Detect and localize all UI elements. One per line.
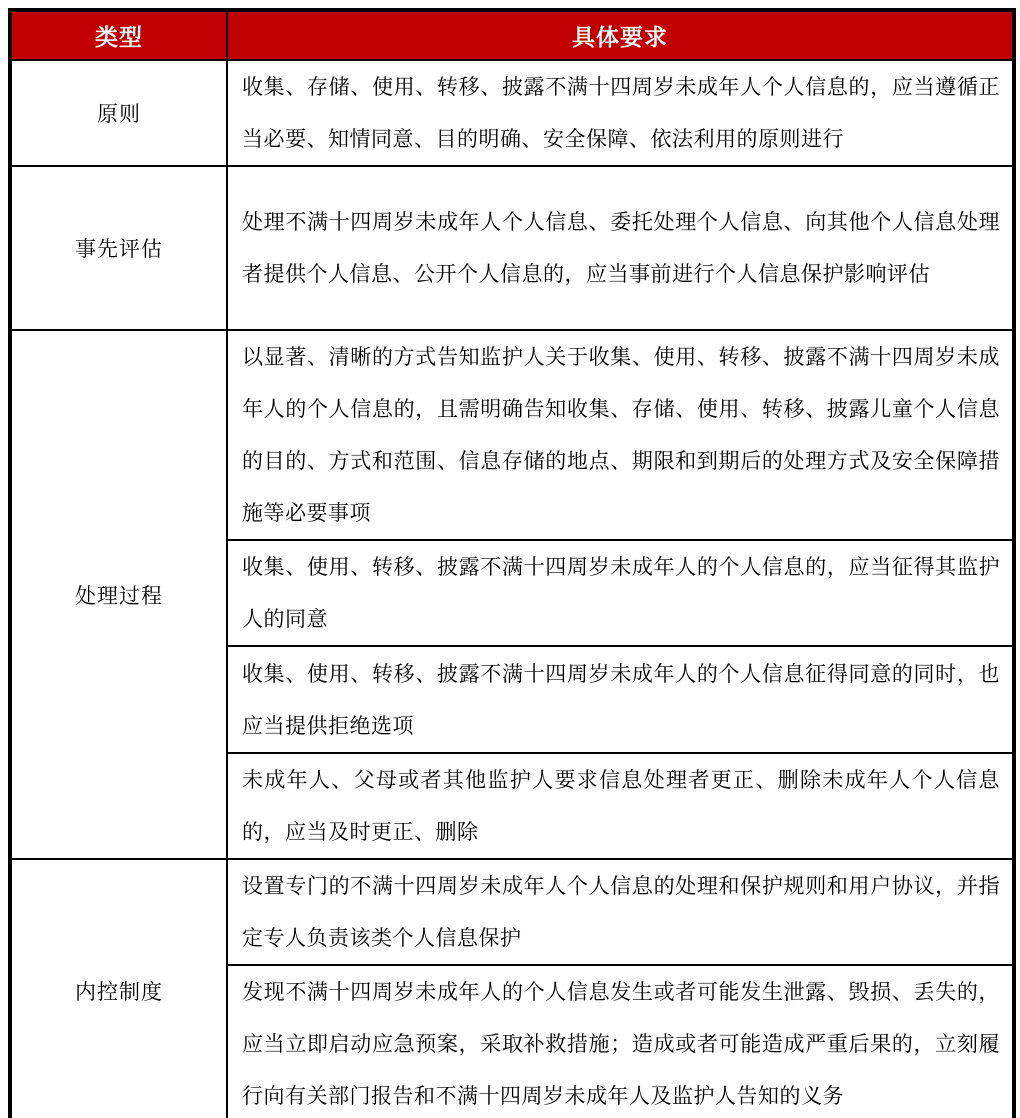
requirement-cell: 收集、使用、转移、披露不满十四周岁未成年人的个人信息的，应当征得其监护人的同意 [227,540,1014,646]
requirement-cell: 收集、存储、使用、转移、披露不满十四周岁未成年人个人信息的，应当遵循正当必要、知情同意、目的明确、安全保障、依法利用的原则进行 [227,60,1014,166]
requirement-cell: 处理不满十四周岁未成年人个人信息、委托处理个人信息、向其他个人信息处理者提供个人信息、公开个人信息的，应当事前进行个人信息保护影响评估 [227,166,1014,330]
requirement-cell: 设置专门的不满十四周岁未成年人个人信息的处理和保护规则和用户协议，并指定专人负责该类个人信息保护 [227,859,1014,965]
type-cell-internal-control: 内控制度 [10,859,227,1118]
header-cell-requirements: 具体要求 [227,10,1014,60]
type-cell-principle: 原则 [10,60,227,166]
header-row [10,10,1014,60]
type-cell-prior-assessment: 事先评估 [10,166,227,330]
table-row [10,330,1014,540]
requirements-table [8,8,1016,1118]
requirement-cell: 未成年人、父母或者其他监护人要求信息处理者更正、删除未成年人个人信息的，应当及时更正、删除 [227,753,1014,859]
requirement-cell: 发现不满十四周岁未成年人的个人信息发生或者可能发生泄露、毁损、丢失的，应当立即启动应急预案，采取补救措施；造成或者可能造成严重后果的，立刻履行向有关部门报告和不满十四周岁未成年人及监护人告知的义务 [227,965,1014,1118]
type-cell-processing: 处理过程 [10,330,227,859]
requirement-cell: 收集、使用、转移、披露不满十四周岁未成年人的个人信息征得同意的同时，也应当提供拒绝选项 [227,646,1014,753]
table-row [10,859,1014,965]
requirement-cell: 以显著、清晰的方式告知监护人关于收集、使用、转移、披露不满十四周岁未成年人的个人信息的，且需明确告知收集、存储、使用、转移、披露儿童个人信息的目的、方式和范围、信息存储的地点、期限和到期后的处理方式及安全保障措施等必要事项 [227,330,1014,540]
header-cell-type: 类型 [10,10,227,60]
table-row [10,60,1014,166]
table-row [10,166,1014,330]
